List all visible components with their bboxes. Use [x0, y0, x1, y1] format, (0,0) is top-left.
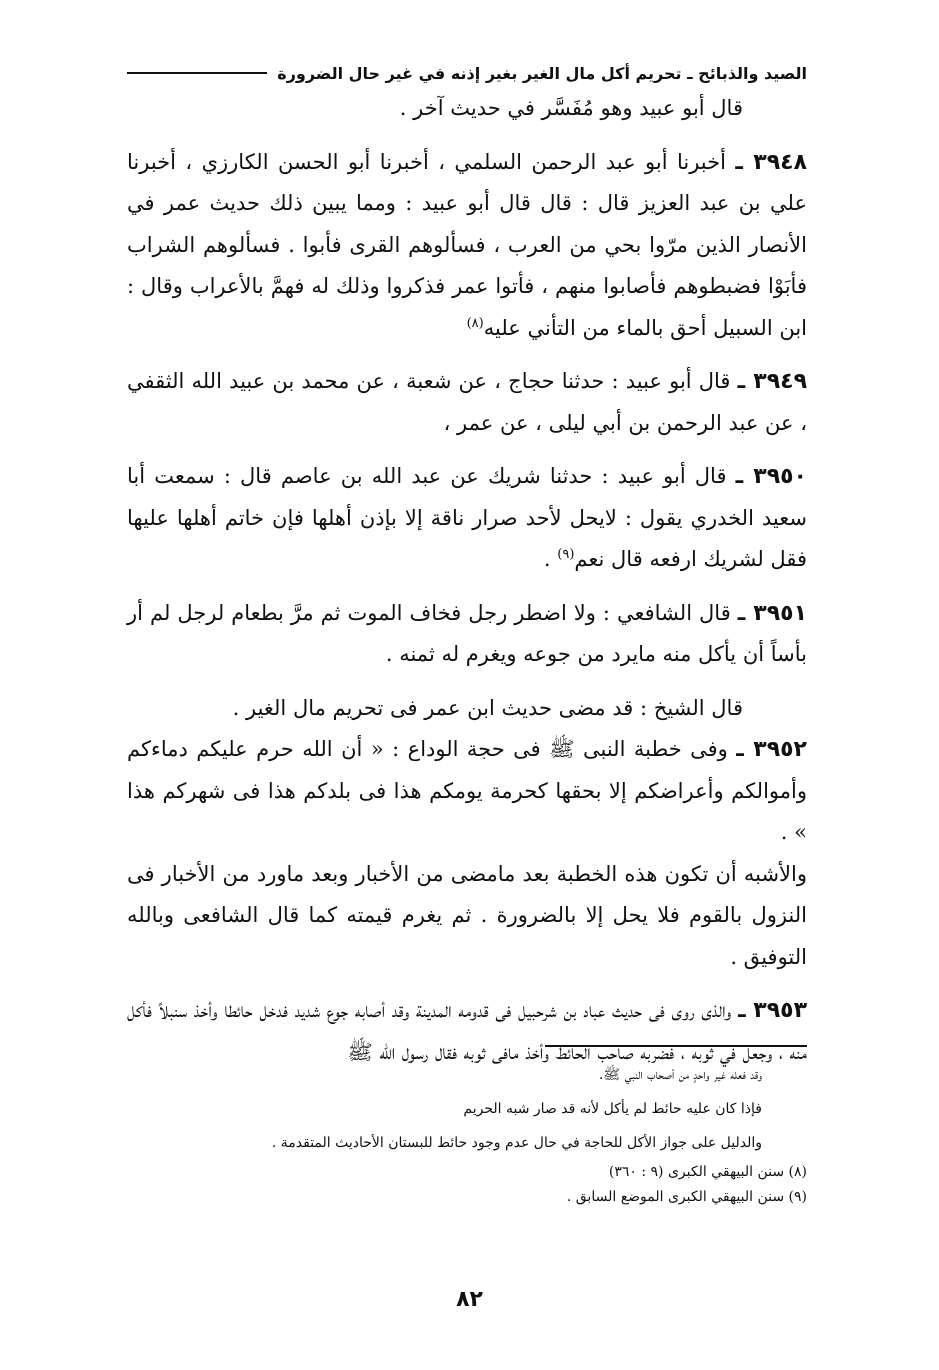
- hadith-3948: [127, 142, 807, 350]
- paragraph-text: قال أبو عبيد وهو مُفَسَّر في حديث آخر .: [399, 96, 743, 120]
- main-text: [127, 88, 807, 1073]
- paragraph-text: والذى روى فى حديث عباد بن شرحبيل فى قدومه المدينة وقد أصابه جوع شديد فدخل حائطا وأخذ سنبلاً فأكل منه ، وجعل في ثوبه ، فضربه صاحب الحائط وأخذ مافى ثوبه فقال رسول الله ﷺ: [127, 998, 807, 1064]
- running-head-title: الصيد والذبائح ـ تحريم أكل مال الغير بغير إذنه في غير حال الضرورة: [277, 63, 807, 83]
- footnote-note: وقد فعله غير واحدٍ من أصحاب النبي ﷺ.: [598, 1067, 762, 1083]
- footnote-reference: (٨) سنن البيهقي الكبرى (٩ : ٣٦٠): [608, 1164, 807, 1180]
- paragraph-tail: .: [543, 547, 558, 571]
- sheikh-note: [127, 688, 807, 730]
- hadith-3952: [127, 729, 807, 854]
- commentary-paragraph: [127, 854, 807, 979]
- paragraph-text: قال الشيخ : قد مضى حديث ابن عمر فى تحريم مال الغير .: [232, 695, 743, 720]
- hadith-3949: [127, 361, 807, 444]
- hadith-number: ٣٩٥٢ ـ: [736, 737, 807, 762]
- hadith-number: ٣٩٥١ ـ: [737, 600, 807, 626]
- footnote-separator: [545, 1045, 807, 1047]
- hadith-number: ٣٩٤٨ ـ: [735, 149, 807, 175]
- footnote-marker: (٩): [557, 547, 575, 562]
- hadith-number: ٣٩٥٠ ـ: [735, 464, 807, 489]
- running-head-rule: [127, 72, 267, 74]
- footnote-note: فإذا كان عليه حائط لم يأكل لأنه قد صار شبه الحريم: [463, 1101, 762, 1117]
- paragraph-text: قال أبو عبيد : حدثنا حجاج ، عن شعبة ، عن محمد بن عبيد الله الثقفي ، عن عبد الرحمن بن أبي ليلى ، عن عمر ،: [127, 369, 807, 435]
- paragraph-text: وفى خطبة النبى ﷺ فى حجة الوداع : « أن الله حرم عليكم دماءكم وأموالكم وأعراضكم إلا بحقها كحرمة يومكم هذا فى بلدكم هذا فى شهركم هذا » .: [127, 737, 807, 844]
- paragraph-text: أخبرنا أبو عبد الرحمن السلمي ، أخبرنا أبو الحسن الكارزي ، أخبرنا علي بن عبد العزيز قال : قال قال أبو عبيد : ومما يبين ذلك حديث عمر في الأنصار الذين مرّوا بحي من العرب ، فسألوهم القرى فأبوا . فسألوهم الشراب فأبَوْا فضبطوهم فأصابوا منهم ، فأتوا عمر فذكروا وذلك له فهمَّ بالأعراب وقال : ابن السبيل أحق بالماء من التأني عليه: [127, 149, 807, 340]
- hadith-3951: [127, 593, 807, 676]
- footnote-marker: (٨): [466, 315, 484, 331]
- paragraph-text: والأشبه أن تكون هذه الخطبة بعد مامضى من الأخبار وبعد ماورد من الأخبار فى النزول بالقوم فلا يحل إلا بالضرورة . ثم يغرم قيمته كما قال الشافعى وبالله التوفيق .: [127, 861, 807, 969]
- hadith-number: ٣٩٤٩ ـ: [737, 369, 807, 394]
- hadith-number: ٣٩٥٣ ـ: [738, 998, 807, 1023]
- paragraph-text: قال الشافعي : ولا اضطر رجل فخاف الموت ثم مرَّ بطعام لرجل لم أر بأساً أن يأكل منه مايرد من جوعه ويغرم له ثمنه .: [127, 600, 807, 666]
- hadith-3950: [127, 456, 807, 581]
- footnote-note: والدليل على جواز الأكل للحاجة في حال عدم وجود حائط للبستان الأحاديث المتقدمة .: [271, 1135, 762, 1151]
- paragraph-text: قال أبو عبيد : حدثنا شريك عن عبد الله بن عاصم قال : سمعت أبا سعيد الخدري يقول : لايحل لأحد صرار ناقة إلا بإذن أهلها فإن خاتم أهلها عليها فقل لشريك ارفعه قال نعم: [127, 464, 807, 571]
- paragraph-intro: [127, 88, 807, 130]
- footnote-reference: (٩) سنن البيهقي الكبرى الموضع السابق .: [566, 1189, 807, 1205]
- footnotes: [127, 1058, 807, 1210]
- page-number: ٨٢: [456, 1287, 483, 1312]
- running-head: [127, 58, 807, 88]
